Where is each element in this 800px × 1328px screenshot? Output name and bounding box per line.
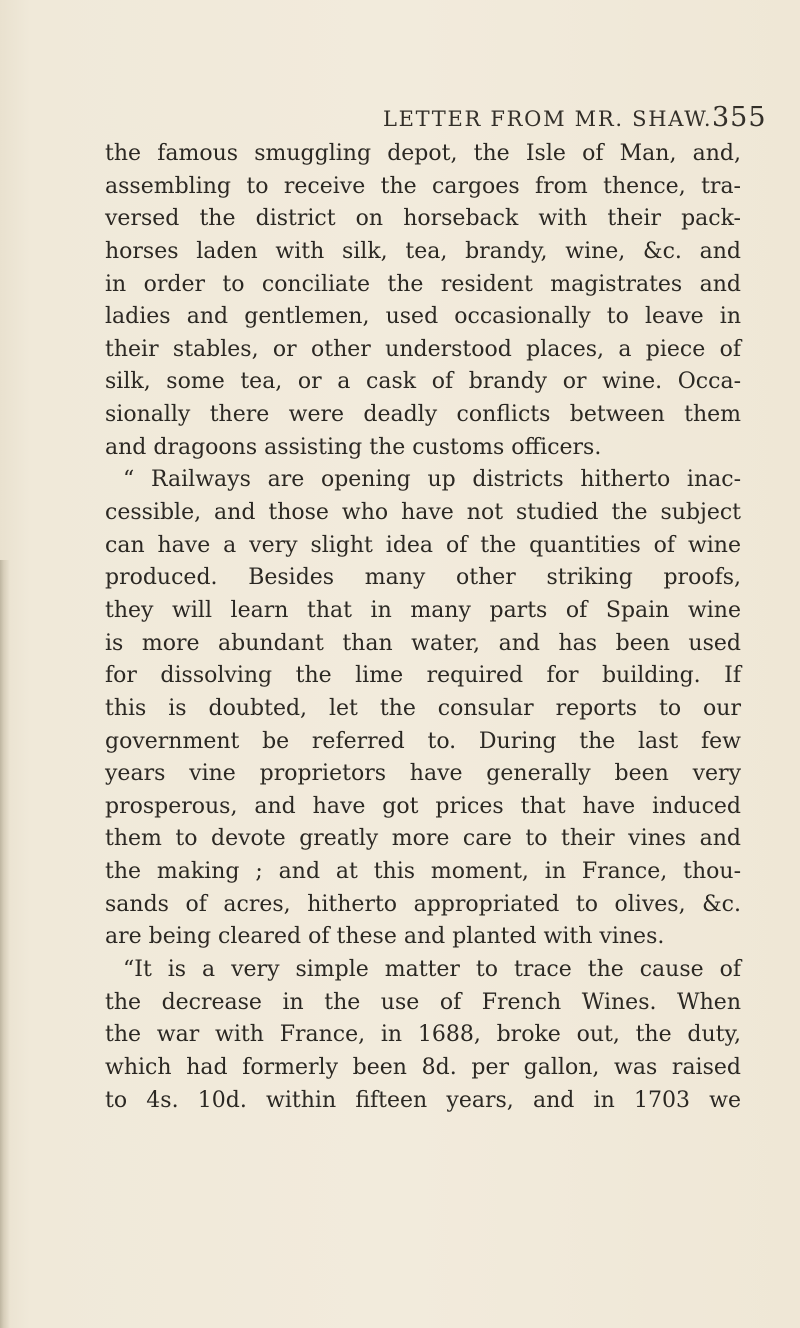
text-line: “It is a very simple matter to trace the cause of (123, 957, 741, 983)
text-line: sionally there were deadly conflicts between them (105, 402, 741, 428)
text-line: “ Railways are opening up districts hitherto inac- (123, 467, 741, 493)
text-line: ladies and gentlemen, used occasionally to leave in (105, 304, 741, 330)
text-line: them to devote greatly more care to their vines and (105, 826, 741, 852)
text-line: they will learn that in many parts of Spain wine (105, 597, 741, 623)
text-line: cessible, and those who have not studied the subject (105, 500, 741, 526)
running-head-title: LETTER FROM MR. SHAW. (383, 107, 713, 131)
page-number: 355 (712, 102, 767, 133)
text-line: this is doubted, let the consular reports to our (105, 695, 741, 721)
text-line: silk, some tea, or a cask of brandy or wine. Occa- (105, 369, 741, 395)
text-line: horses laden with silk, tea, brandy, wine, &c. and (105, 238, 741, 264)
text-line: government be referred to. During the last few (105, 728, 741, 754)
text-line: can have a very slight idea of the quantities of wine (105, 532, 741, 558)
text-line: their stables, or other understood places, a piece of (105, 336, 741, 362)
text-line: in order to conciliate the resident magistrates and (105, 271, 741, 297)
running-head (0, 80, 800, 133)
text-line: prosperous, and have got prices that have induced (105, 793, 741, 819)
body-text (105, 138, 741, 1117)
text-line: sands of acres, hitherto appropriated to olives, &c. (105, 891, 741, 917)
text-line: are being cleared of these and planted with vines. (105, 924, 665, 950)
text-line: for dissolving the lime required for building. If (105, 663, 741, 689)
binding-gutter (0, 560, 10, 1328)
text-line: the decrease in the use of French Wines. When (105, 989, 741, 1015)
text-line: to 4s. 10d. within fifteen years, and in 1703 we (105, 1087, 741, 1113)
text-line: the war with France, in 1688, broke out, the duty, (105, 1022, 741, 1048)
text-line: the making ; and at this moment, in France, thou- (105, 859, 741, 885)
text-line: produced. Besides many other striking proofs, (105, 565, 741, 591)
text-line: which had formerly been 8d. per gallon, was raised (105, 1054, 741, 1080)
text-line: and dragoons assisting the customs officers. (105, 434, 602, 460)
text-line: years vine proprietors have generally been very (105, 761, 741, 787)
text-line: assembling to receive the cargoes from thence, tra- (105, 173, 741, 199)
text-line: is more abundant than water, and has been used (105, 630, 741, 656)
text-line: versed the district on horseback with their pack- (105, 206, 741, 232)
text-line: the famous smuggling depot, the Isle of Man, and, (105, 141, 741, 166)
